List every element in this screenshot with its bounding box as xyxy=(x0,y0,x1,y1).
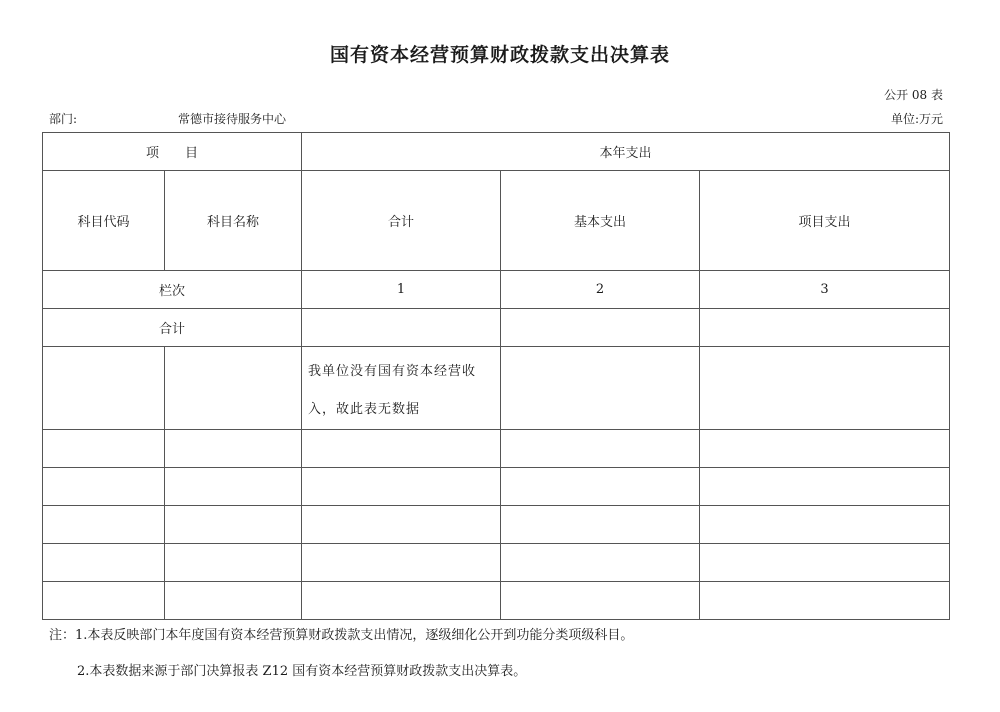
table-cell xyxy=(43,544,165,582)
index-label: 栏次 xyxy=(159,284,186,299)
page-title: 国有资本经营预算财政拨款支出决算表 xyxy=(329,44,670,66)
table-row xyxy=(43,506,950,544)
total-label-cell xyxy=(43,309,302,347)
table-row xyxy=(43,347,950,430)
col-code-label: 科目代码 xyxy=(77,215,130,230)
index-row xyxy=(43,271,950,309)
header-item: 项 目 xyxy=(146,146,199,161)
table-cell xyxy=(700,430,950,468)
index-2-cell xyxy=(501,271,700,309)
col-project-header xyxy=(700,171,950,271)
index-label-cell xyxy=(43,271,302,309)
table-cell xyxy=(501,506,700,544)
form-number: 公开 08 表 xyxy=(884,88,943,102)
total-cell-2 xyxy=(501,309,700,347)
header-row-2 xyxy=(43,171,950,271)
table-cell xyxy=(302,430,501,468)
table-cell xyxy=(700,582,950,620)
col-total-header xyxy=(302,171,501,271)
col-name-label: 科目名称 xyxy=(207,215,260,230)
col-basic-label: 基本支出 xyxy=(574,215,627,230)
header-item-cell xyxy=(43,133,302,171)
table-cell xyxy=(165,544,302,582)
table-row xyxy=(43,468,950,506)
table-cell xyxy=(501,347,700,430)
no-data-note: 我单位没有国有资本经营收入，故此表无数据 xyxy=(302,347,501,430)
header-year-expense: 本年支出 xyxy=(599,146,652,161)
footnote-2: 2.本表数据来源于部门决算报表 Z12 国有资本经营预算财政拨款支出决算表。 xyxy=(77,664,527,679)
table-cell xyxy=(700,506,950,544)
col-name-header xyxy=(165,171,302,271)
department-name: 常德市接待服务中心 xyxy=(178,112,287,126)
table-cell xyxy=(501,430,700,468)
table-row xyxy=(43,430,950,468)
table-cell xyxy=(165,582,302,620)
footnote-1: 注：1.本表反映部门本年度国有资本经营预算财政拨款支出情况，逐级细化公开到功能分类项级科目。 xyxy=(49,628,634,643)
table-cell xyxy=(43,506,165,544)
table-cell xyxy=(700,544,950,582)
col-total-label: 合计 xyxy=(388,215,415,230)
expense-table xyxy=(42,132,950,620)
index-3-cell xyxy=(700,271,950,309)
table-cell xyxy=(165,468,302,506)
col-basic-header xyxy=(501,171,700,271)
table-cell xyxy=(302,544,501,582)
department-label: 部门: xyxy=(49,112,78,126)
index-3: 3 xyxy=(820,282,829,297)
table-cell xyxy=(302,468,501,506)
table-row xyxy=(43,544,950,582)
unit-label: 单位:万元 xyxy=(890,112,943,126)
col-project-label: 项目支出 xyxy=(798,215,851,230)
table-cell xyxy=(165,347,302,430)
index-2: 2 xyxy=(595,282,605,297)
table-cell xyxy=(700,347,950,430)
col-code-header xyxy=(43,171,165,271)
table-cell xyxy=(501,582,700,620)
table-cell xyxy=(302,582,501,620)
table-row xyxy=(43,582,950,620)
table-cell xyxy=(43,582,165,620)
header-row-1 xyxy=(43,133,950,171)
table-cell xyxy=(43,468,165,506)
table-cell xyxy=(165,506,302,544)
table-cell xyxy=(165,430,302,468)
total-cell-1 xyxy=(302,309,501,347)
total-row xyxy=(43,309,950,347)
table-cell xyxy=(43,430,165,468)
table-cell xyxy=(302,506,501,544)
total-cell-3 xyxy=(700,309,950,347)
index-1-cell xyxy=(302,271,501,309)
table-cell xyxy=(700,468,950,506)
index-1: 1 xyxy=(396,282,406,297)
table-cell xyxy=(43,347,165,430)
header-year-expense-cell xyxy=(302,133,950,171)
table-cell xyxy=(501,468,700,506)
total-label: 合计 xyxy=(159,322,186,337)
table-cell xyxy=(501,544,700,582)
